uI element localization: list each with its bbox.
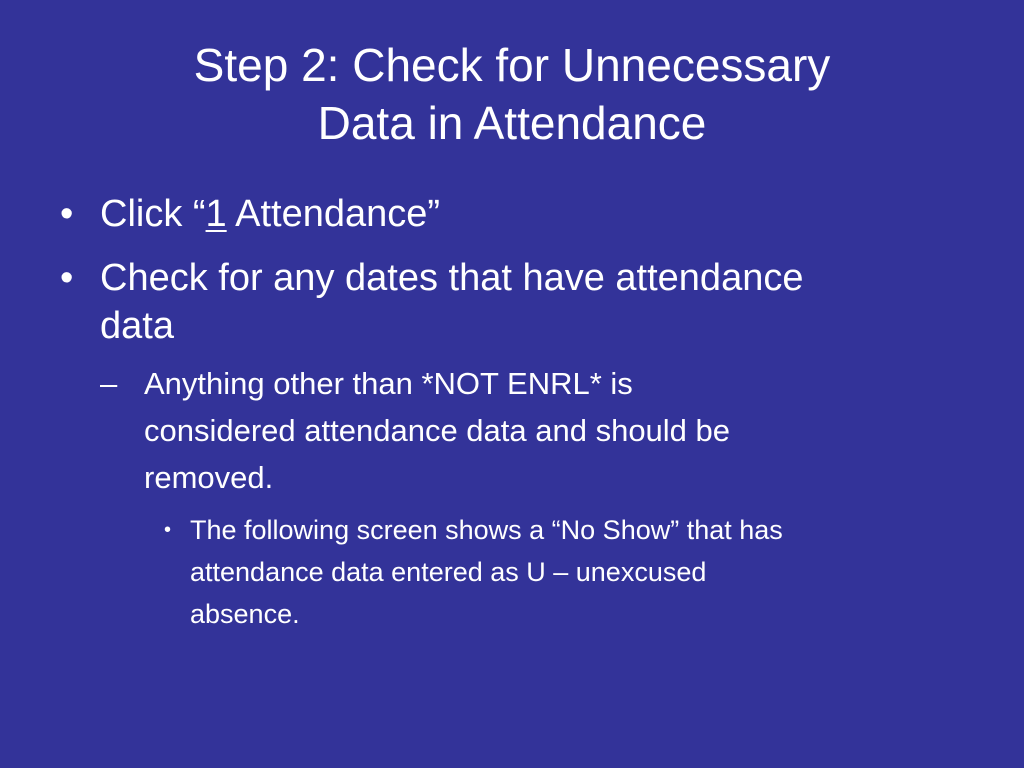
sub-sub-bullet-line-3: absence. xyxy=(190,599,300,629)
bullet-text-suffix: Attendance” xyxy=(226,193,441,235)
sub-sub-bullet-no-show xyxy=(164,509,980,635)
bullet-marker: • xyxy=(60,193,74,235)
sub-bullet-line-1: Anything other than *NOT ENRL* is xyxy=(144,366,633,401)
sub-bullet-line-2: considered attendance data and should be xyxy=(144,413,731,448)
bullet-text xyxy=(100,190,980,238)
slide-title xyxy=(60,36,964,152)
sub-bullet-not-enrl xyxy=(100,360,980,501)
sub-sub-bullet-line-1: The following screen shows a “No Show” that has xyxy=(190,515,783,545)
bullet-marker: • xyxy=(60,257,74,299)
slide-title-line-2: Data in Attendance xyxy=(317,97,707,149)
bullet-text-line-2: data xyxy=(100,305,174,347)
dash-marker: – xyxy=(100,366,118,401)
sub-bullet-line-3: removed. xyxy=(144,460,274,495)
bullet-text-prefix: Click “ xyxy=(100,193,206,235)
bullet-check-dates xyxy=(60,254,980,350)
small-bullet-marker: • xyxy=(164,519,172,541)
underlined-hotkey: 1 xyxy=(205,193,227,235)
slide-content xyxy=(60,190,980,635)
slide-title-line-1: Step 2: Check for Unnecessary xyxy=(193,39,831,91)
bullet-click-attendance xyxy=(60,190,980,238)
sub-sub-bullet-line-2: attendance data entered as U – unexcused xyxy=(190,557,707,587)
bullet-text-line-1: Check for any dates that have attendance xyxy=(100,257,804,299)
